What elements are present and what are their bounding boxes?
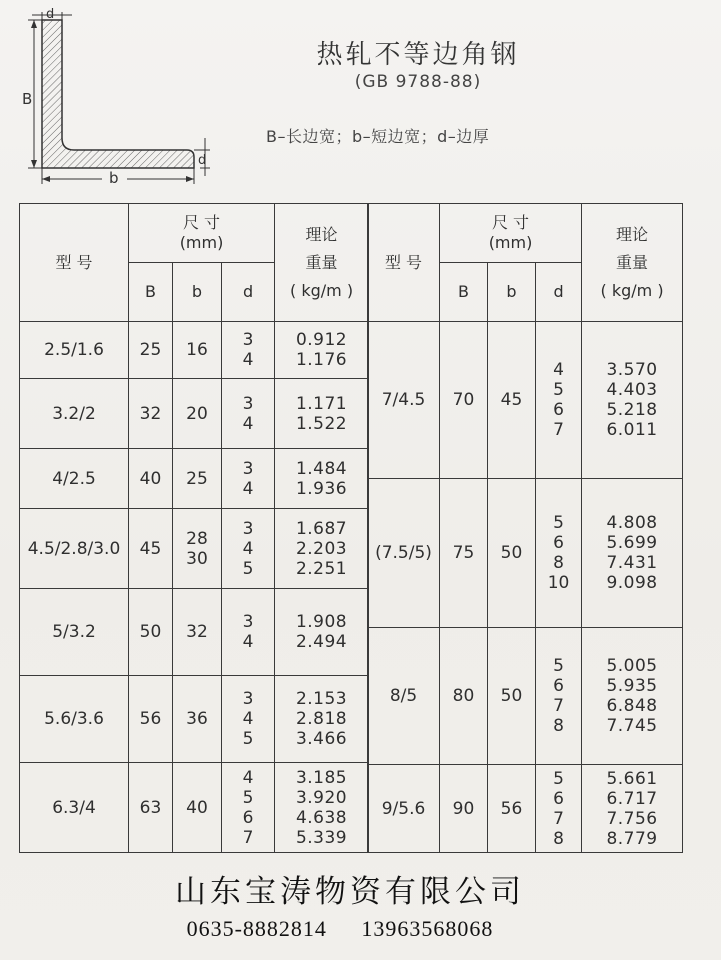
header-B: B	[129, 263, 173, 322]
header-b: b	[173, 263, 222, 322]
table-row	[20, 763, 369, 853]
phone-landline: 0635-8882814	[186, 916, 327, 941]
weight-cell: 1.687 2.203 2.251	[275, 509, 369, 589]
weight-cell: 1.171 1.522	[275, 379, 369, 449]
diagram-label-b: b	[109, 169, 119, 187]
header-model: 型 号	[20, 204, 129, 322]
page-title: 热轧不等边角钢	[316, 40, 520, 70]
short-side-cell: 28 30	[173, 509, 222, 589]
short-side-cell: 45	[488, 322, 536, 479]
model-cell: (7.5/5)	[368, 479, 440, 628]
table-row	[20, 509, 369, 589]
thickness-cell: 5 6 7 8	[536, 628, 582, 765]
weight-cell: 5.005 5.935 6.848 7.745	[582, 628, 683, 765]
thickness-cell: 3 4	[222, 379, 275, 449]
thickness-cell: 3 4	[222, 449, 275, 509]
header-d: d	[222, 263, 275, 322]
header-d: d	[536, 263, 582, 322]
table-row	[20, 449, 369, 509]
short-side-cell: 36	[173, 676, 222, 763]
model-cell: 4.5/2.8/3.0	[20, 509, 129, 589]
weight-cell: 1.484 1.936	[275, 449, 369, 509]
long-side-cell: 63	[129, 763, 173, 853]
weight-cell: 3.570 4.403 5.218 6.011	[582, 322, 683, 479]
long-side-cell: 25	[129, 322, 173, 379]
weight-cell: 5.661 6.717 7.756 8.779	[582, 765, 683, 853]
table-row	[368, 322, 683, 479]
header-B: B	[440, 263, 488, 322]
table-row	[20, 322, 369, 379]
long-side-cell: 56	[129, 676, 173, 763]
model-cell: 7/4.5	[368, 322, 440, 479]
table-row	[368, 628, 683, 765]
long-side-cell: 32	[129, 379, 173, 449]
header-weight: 理论 重量 ( kg/m )	[582, 204, 683, 322]
model-cell: 9/5.6	[368, 765, 440, 853]
table-row	[20, 676, 369, 763]
short-side-cell: 16	[173, 322, 222, 379]
thickness-cell: 3 4	[222, 589, 275, 676]
phone-mobile: 13963568068	[361, 916, 494, 941]
table-row	[368, 765, 683, 853]
short-side-cell: 56	[488, 765, 536, 853]
weight-cell: 4.808 5.699 7.431 9.098	[582, 479, 683, 628]
short-side-cell: 20	[173, 379, 222, 449]
weight-cell: 2.153 2.818 3.466	[275, 676, 369, 763]
thickness-cell: 5 6 7 8	[536, 765, 582, 853]
thickness-cell: 4 5 6 7	[536, 322, 582, 479]
contact-phones	[110, 916, 570, 942]
diagram-label-B: B	[22, 90, 33, 108]
header-size: 尺 寸 (mm)	[440, 204, 582, 263]
model-cell: 4/2.5	[20, 449, 129, 509]
weight-cell: 1.908 2.494	[275, 589, 369, 676]
model-cell: 3.2/2	[20, 379, 129, 449]
long-side-cell: 80	[440, 628, 488, 765]
thickness-cell: 5 6 8 10	[536, 479, 582, 628]
short-side-cell: 25	[173, 449, 222, 509]
model-cell: 6.3/4	[20, 763, 129, 853]
table-row	[20, 589, 369, 676]
weight-cell: 3.185 3.920 4.638 5.339	[275, 763, 369, 853]
spec-table-right	[367, 203, 683, 853]
diagram-label-d-top: d	[46, 8, 55, 22]
dimension-legend: B–长边宽；b–短边宽；d–边厚	[266, 127, 490, 146]
spec-table-left	[19, 203, 369, 853]
thickness-cell: 3 4	[222, 322, 275, 379]
model-cell: 5.6/3.6	[20, 676, 129, 763]
thickness-cell: 3 4 5	[222, 676, 275, 763]
short-side-cell: 50	[488, 479, 536, 628]
long-side-cell: 70	[440, 322, 488, 479]
weight-cell: 0.912 1.176	[275, 322, 369, 379]
short-side-cell: 50	[488, 628, 536, 765]
long-side-cell: 90	[440, 765, 488, 853]
table-row	[368, 479, 683, 628]
short-side-cell: 40	[173, 763, 222, 853]
short-side-cell: 32	[173, 589, 222, 676]
model-cell: 2.5/1.6	[20, 322, 129, 379]
company-name: 山东宝涛物资有限公司	[175, 874, 525, 910]
thickness-cell: 4 5 6 7	[222, 763, 275, 853]
model-cell: 5/3.2	[20, 589, 129, 676]
header-size: 尺 寸 (mm)	[129, 204, 275, 263]
standard-code: (GB 9788-88)	[354, 72, 482, 92]
long-side-cell: 50	[129, 589, 173, 676]
header-model: 型 号	[368, 204, 440, 322]
header-weight: 理论 重量 ( kg/m )	[275, 204, 369, 322]
angle-steel-diagram	[22, 8, 222, 193]
long-side-cell: 75	[440, 479, 488, 628]
header-b: b	[488, 263, 536, 322]
model-cell: 8/5	[368, 628, 440, 765]
table-row	[20, 379, 369, 449]
diagram-label-d-right: d	[198, 153, 207, 168]
long-side-cell: 40	[129, 449, 173, 509]
thickness-cell: 3 4 5	[222, 509, 275, 589]
long-side-cell: 45	[129, 509, 173, 589]
